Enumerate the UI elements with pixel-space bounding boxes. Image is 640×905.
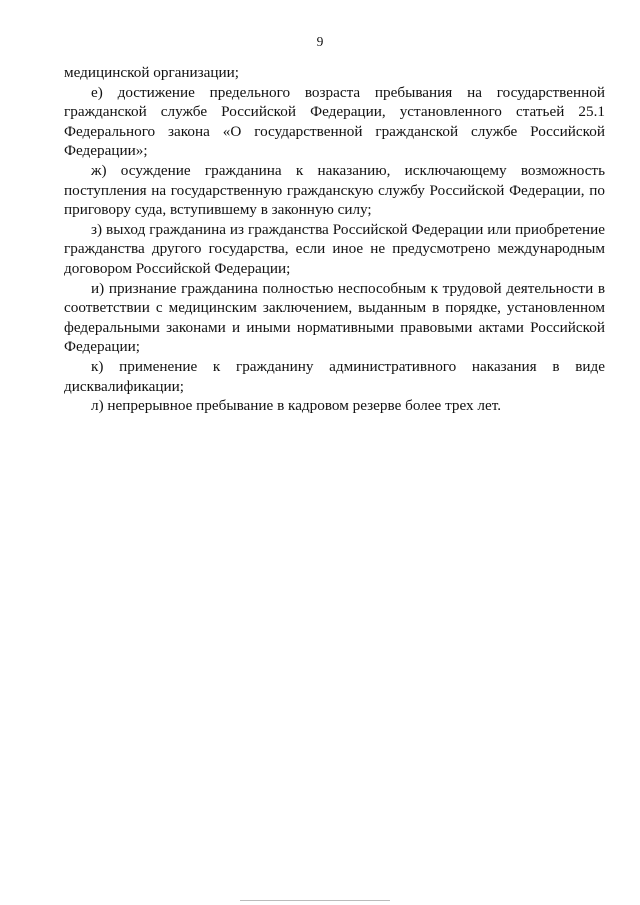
paragraph-item-l: л) непрерывное пребывание в кадровом резерве более трех лет. — [91, 397, 502, 415]
paragraph-item-z: з) выход гражданина из гражданства Российской Федерации или приобретение гражданства другого государства, если иное не предусмотрено международным договором Российской Федерации; — [64, 220, 605, 277]
document-body — [64, 63, 605, 416]
paragraph-item-zh: ж) осуждение гражданина к наказанию, исключающему возможность поступления на государственную гражданскую службу Российской Федерации, по приговору суда, вступившему в законную силу; — [64, 161, 605, 219]
paragraph-item-k: к) применение к гражданину административного наказания в виде дисквалификации; — [64, 357, 605, 395]
paragraph-item-e: е) достижение предельного возраста пребывания на государственной гражданской службе Российской Федерации, установленного статьей 25.1 Федерального закона «О государственной гражданской службе Российской Федерации»; — [64, 83, 605, 160]
paragraph-item-i: и) признание гражданина полностью неспособным к трудовой деятельности в соответствии с медицинским заключением, выданным в порядке, установленном федеральными законами и иными нормативными правовыми актами Российской Федерации; — [64, 279, 605, 356]
paragraph-continuation: медицинской организации; — [64, 64, 240, 81]
page-bottom-divider — [240, 900, 390, 901]
page-number: 9 — [316, 34, 324, 49]
